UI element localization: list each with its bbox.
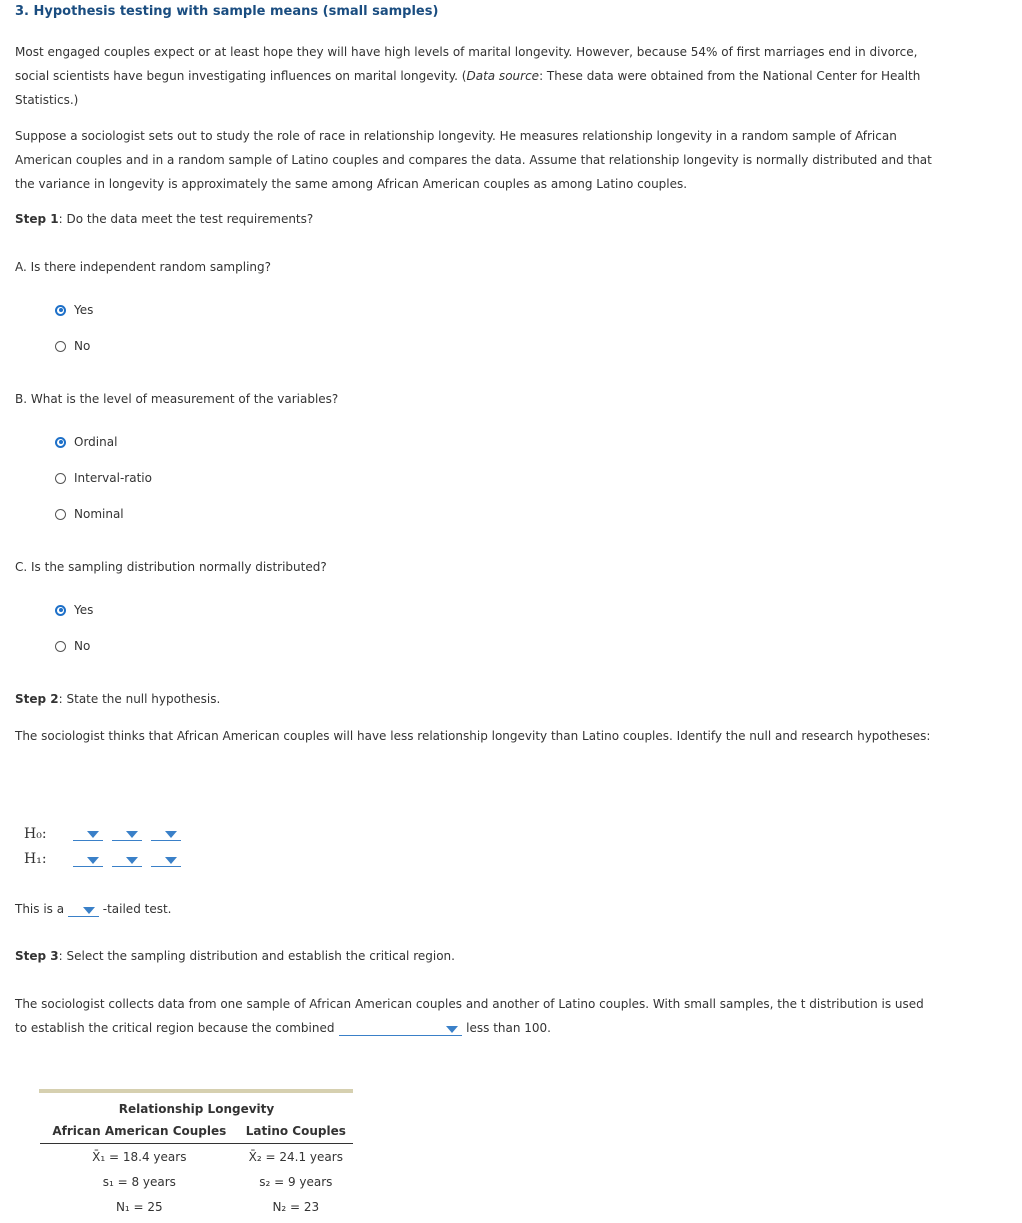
intro-p1-text-a: Most engaged couples expect or at least hope they will have high levels of marital longevity. However, because 54% of first marriages end in divorce, social scientists have begun investigating influences on marital longevity. ( — [15, 45, 918, 83]
question-c: C. Is the sampling distribution normally distributed? — [15, 560, 327, 574]
h1-dropdown-3[interactable] — [151, 853, 181, 867]
step3-label: Step 3 — [15, 949, 59, 963]
qb-option-nominal-label: Nominal — [74, 507, 124, 521]
step3-text: : Select the sampling distribution and establish the critical region. — [58, 949, 455, 963]
qa-option-yes-label: Yes — [74, 303, 94, 317]
tailed-test-line — [15, 902, 171, 917]
page-title: 3. Hypothesis testing with sample means (small samples) — [15, 4, 439, 19]
chevron-down-icon — [165, 857, 177, 864]
step3-line2-prefix: to establish the critical region because the combined — [15, 1021, 335, 1035]
table-title: Relationship Longevity — [118, 1102, 275, 1116]
table-cell-sd-1: s₁ = 8 years — [102, 1175, 176, 1189]
table-header-latino: Latino Couples — [245, 1124, 346, 1138]
chevron-down-icon — [165, 831, 177, 838]
question-b: B. What is the level of measurement of the variables? — [15, 392, 339, 406]
radio-empty-icon[interactable] — [55, 509, 66, 520]
step2-text: : State the null hypothesis. — [58, 692, 221, 706]
h1-dropdown-1[interactable] — [73, 853, 103, 867]
tailed-dropdown[interactable] — [68, 903, 99, 917]
tailed-suffix: -tailed test. — [102, 902, 172, 916]
radio-empty-icon[interactable] — [55, 641, 66, 652]
qa-option-yes[interactable] — [55, 302, 93, 318]
h1-dropdowns — [73, 853, 181, 870]
h1-label: H₁: — [24, 851, 47, 867]
qb-option-interval-label: Interval-ratio — [74, 471, 152, 485]
h0-dropdowns — [73, 827, 181, 844]
step3-line2 — [15, 1021, 551, 1036]
table-header-african-american: African American Couples — [52, 1124, 227, 1138]
step2-heading — [15, 692, 220, 706]
tailed-prefix: This is a — [15, 902, 65, 916]
step3-line2-suffix: less than 100. — [466, 1021, 551, 1035]
table-cell-n-2: N₂ = 23 — [272, 1200, 320, 1214]
intro-p1-text-b: : These data were obtained from the National Center for Health Statistics.) — [15, 69, 921, 107]
step2-paragraph: The sociologist thinks that African American couples will have less relationship longevity than Latino couples. Identify the null and research hypotheses: — [15, 729, 931, 743]
h1-dropdown-2[interactable] — [112, 853, 142, 867]
data-source-label: Data source — [466, 69, 540, 83]
qa-option-no[interactable] — [55, 338, 90, 354]
qb-option-interval-ratio[interactable] — [55, 470, 152, 486]
table-cell-mean-2: X̄₂ = 24.1 years — [248, 1150, 343, 1164]
radio-empty-icon[interactable] — [55, 473, 66, 484]
chevron-down-icon — [83, 907, 95, 914]
chevron-down-icon — [126, 831, 138, 838]
qb-option-ordinal[interactable] — [55, 434, 117, 450]
intro-paragraph-2: Suppose a sociologist sets out to study the role of race in relationship longevity. He measures relationship longevity in a random sample of African American couples and in a random sample of Latino couples and compares the data. Assume that relationship longevity is normally distributed and that the variance in longevity is approximately the same among African American couples as among Latino couples. — [15, 129, 932, 191]
step3-heading — [15, 949, 455, 963]
chevron-down-icon — [446, 1026, 458, 1033]
step1-heading — [15, 212, 313, 226]
table-cell-n-1: N₁ = 25 — [115, 1200, 163, 1214]
qc-option-yes-label: Yes — [74, 603, 94, 617]
h0-dropdown-2[interactable] — [112, 827, 142, 841]
step1-text: : Do the data meet the test requirements? — [58, 212, 314, 226]
qa-option-no-label: No — [74, 339, 91, 353]
chevron-down-icon — [126, 857, 138, 864]
radio-empty-icon[interactable] — [55, 341, 66, 352]
qc-option-no[interactable] — [55, 638, 90, 654]
question-a: A. Is there independent random sampling? — [15, 260, 271, 274]
radio-selected-icon[interactable] — [55, 305, 66, 316]
chevron-down-icon — [87, 857, 99, 864]
qc-option-no-label: No — [74, 639, 91, 653]
qb-option-ordinal-label: Ordinal — [74, 435, 118, 449]
table-cell-sd-2: s₂ = 9 years — [259, 1175, 333, 1189]
step2-label: Step 2 — [15, 692, 59, 706]
combined-dropdown[interactable] — [339, 1022, 462, 1036]
chevron-down-icon — [87, 831, 99, 838]
qb-option-nominal[interactable] — [55, 506, 124, 522]
h0-dropdown-3[interactable] — [151, 827, 181, 841]
h0-dropdown-1[interactable] — [73, 827, 103, 841]
step1-label: Step 1 — [15, 212, 59, 226]
intro-paragraph-1 — [15, 40, 945, 112]
step3-line1: The sociologist collects data from one sample of African American couples and another of Latino couples. With small samples, the t distribution is used — [15, 997, 924, 1011]
relationship-longevity-table — [40, 1090, 353, 1215]
radio-selected-icon[interactable] — [55, 437, 66, 448]
h0-label: H₀: — [24, 826, 47, 842]
radio-selected-icon[interactable] — [55, 605, 66, 616]
table-cell-mean-1: X̄₁ = 18.4 years — [92, 1150, 187, 1164]
qc-option-yes[interactable] — [55, 602, 93, 618]
